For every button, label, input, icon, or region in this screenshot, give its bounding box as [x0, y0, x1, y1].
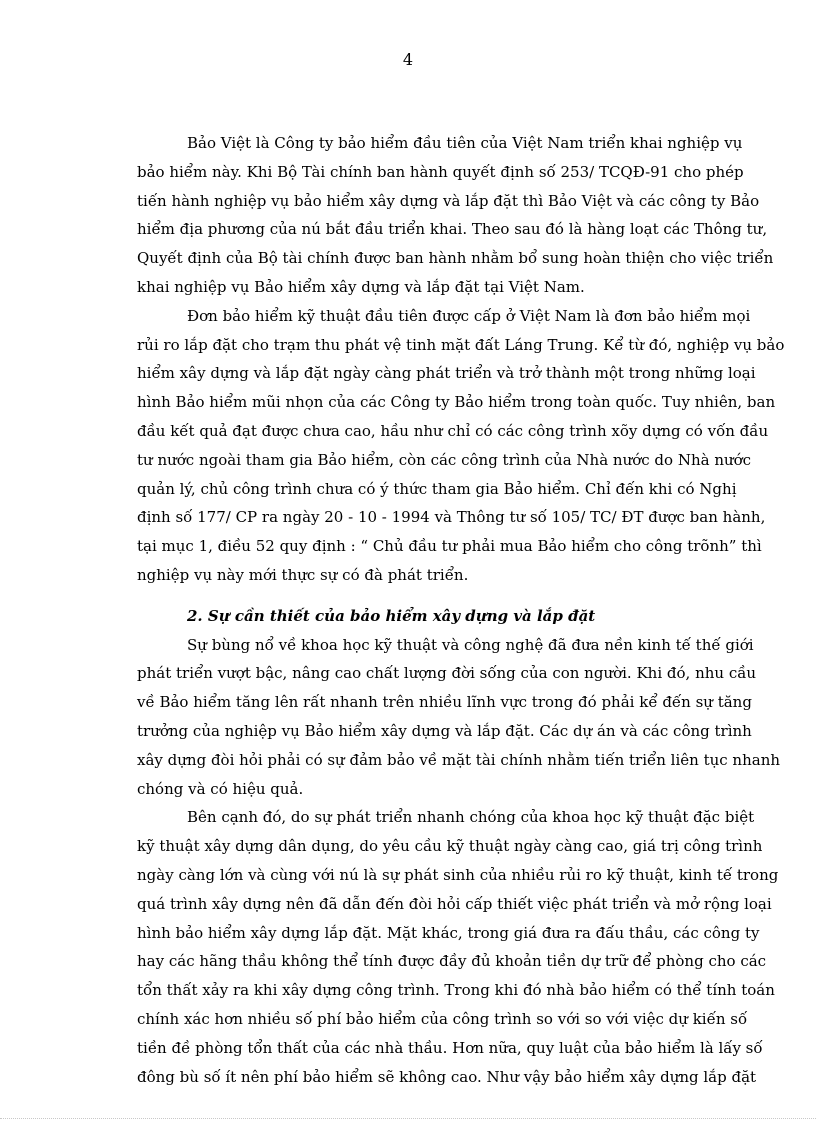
text-line: Bên cạnh đó, do sự phát triển nhanh chóng của khoa học kỹ thuật đặc biệt: [187, 808, 755, 827]
text-line: Bảo Việt là Công ty bảo hiểm đầu tiên của Việt Nam triển khai nghiệp vụ: [187, 134, 743, 152]
text-line: ngày càng lớn và cùng với nú là sự phát sinh của nhiều rủi ro kỹ thuật, kinh tế trong: [137, 865, 779, 884]
text-line: trưởng của nghiệp vụ Bảo hiểm xây dựng và lắp đặt. Các dự án và các công trình: [137, 721, 752, 740]
page-number: 4: [402, 50, 414, 69]
text-line: hình Bảo hiểm mũi nhọn của các Công ty Bảo hiểm trong toàn quốc. Tuy nhiên, ban: [137, 393, 776, 412]
body-text: [137, 129, 785, 1091]
page-bottom-divider: [0, 1118, 816, 1119]
text-line: rủi ro lắp đặt cho trạm thu phát vệ tinh mặt đất Láng Trung. Kể từ đó, nghiệp vụ bảo: [137, 335, 785, 354]
text-line: Sự bùng nổ về khoa học kỹ thuật và công nghệ đã đưa nền kinh tế thế giới: [187, 635, 754, 654]
text-line: tại mục 1, điều 52 quy định : “ Chủ đầu tư phải mua Bảo hiểm cho công trõnh” thì: [137, 537, 762, 556]
text-line: kỹ thuật xây dựng dân dụng, do yêu cầu kỹ thuật ngày càng cao, giá trị công trình: [137, 837, 763, 856]
text-line: Quyết định của Bộ tài chính được ban hành nhằm bổ sung hoàn thiện cho việc triển: [137, 249, 774, 268]
text-line: tiền đề phòng tổn thất của các nhà thầu. Hơn nữa, quy luật của bảo hiểm là lấy số: [137, 1038, 763, 1057]
text-line: tổn thất xảy ra khi xây dựng công trình. Trong khi đó nhà bảo hiểm có thể tính toán: [137, 981, 775, 1000]
paragraph: [137, 803, 779, 1091]
section-heading: 2. Sự cần thiết của bảo hiểm xây dựng và lắp đặt: [187, 606, 596, 625]
text-line: bảo hiểm này. Khi Bộ Tài chính ban hành quyết định số 253/ TCQĐ-91 cho phép: [137, 162, 744, 181]
text-line: phát triển vượt bậc, nâng cao chất lượng đời sống của con người. Khi đó, nhu cầu: [137, 664, 757, 683]
text-line: định số 177/ CP ra ngày 20 - 10 - 1994 và Thông tư số 105/ TC/ ĐT được ban hành,: [137, 508, 766, 527]
text-line: nghiệp vụ này mới thực sự có đà phát triển.: [137, 565, 469, 584]
text-line: chóng và có hiệu quả.: [137, 779, 304, 798]
text-line: tiến hành nghiệp vụ bảo hiểm xây dựng và lắp đặt thì Bảo Việt và các công ty Bảo: [137, 191, 760, 210]
text-line: hình bảo hiểm xây dựng lắp đặt. Mặt khác, trong giá đưa ra đấu thầu, các công ty: [137, 923, 760, 942]
text-line: chính xác hơn nhiều số phí bảo hiểm của công trình so với so với việc dự kiến số: [137, 1009, 748, 1028]
text-line: Đơn bảo hiểm kỹ thuật đầu tiên được cấp ở Việt Nam là đơn bảo hiểm mọi: [187, 306, 751, 325]
text-line: đầu kết quả đạt được chưa cao, hầu như chỉ có các công trình xõy dựng có vốn đầu: [137, 421, 769, 440]
text-line: hiểm xây dựng và lắp đặt ngày càng phát triển và trở thành một trong những loại: [137, 364, 756, 383]
paragraph: [137, 302, 785, 590]
text-line: hiểm địa phương của nú bắt đầu triển khai. Theo sau đó là hàng loạt các Thông tư,: [137, 220, 768, 239]
paragraph: [137, 631, 781, 804]
text-line: về Bảo hiểm tăng lên rất nhanh trên nhiều lĩnh vực trong đó phải kể đến sự tăng: [137, 693, 752, 712]
text-line: quá trình xây dựng nên đã dẫn đến đòi hỏi cấp thiết việc phát triển và mở rộng loại: [137, 894, 772, 913]
text-line: xây dựng đòi hỏi phải có sự đảm bảo về mặt tài chính nhằm tiến triển liên tục nhanh: [137, 750, 781, 769]
paragraph: [137, 129, 774, 302]
text-line: quản lý, chủ công trình chưa có ý thức tham gia Bảo hiểm. Chỉ đến khi có Nghị: [137, 479, 737, 498]
text-line: hay các hãng thầu không thể tính được đầy đủ khoản tiền dự trữ để phòng cho các: [137, 952, 767, 971]
text-line: tư nước ngoài tham gia Bảo hiểm, còn các công trình của Nhà nước do Nhà nước: [137, 450, 752, 469]
text-line: khai nghiệp vụ Bảo hiểm xây dựng và lắp đặt tại Việt Nam.: [137, 277, 585, 296]
text-line: đông bù số ít nên phí bảo hiểm sẽ không cao. Như vậy bảo hiểm xây dựng lắp đặt: [137, 1067, 757, 1086]
